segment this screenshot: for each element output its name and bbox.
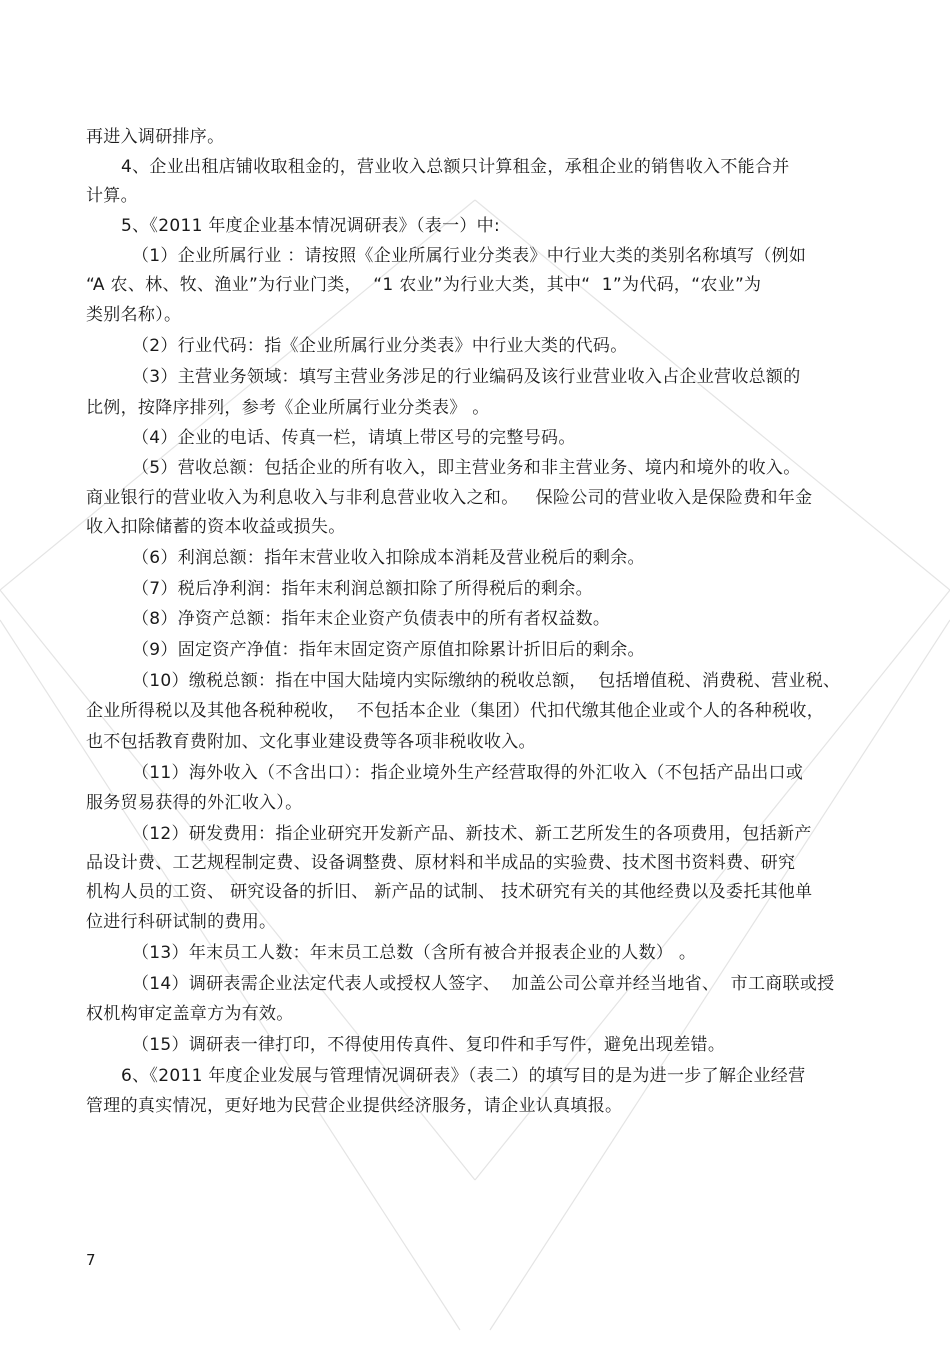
text-line: （3）主营业务领域：填写主营业务涉足的行业编码及该行业营业收入占企业营收总额的 [132,367,801,387]
text-line: 计算。 [86,186,138,206]
text-line: 机构人员的工资、 研究设备的折旧、 新产品的试制、 技术研究有关的其他经费以及委托其他单 [86,882,813,902]
text-line: （9）固定资产净值：指年末固定资产原值扣除累计折旧后的剩余。 [132,640,645,660]
text-line: 商业银行的营业收入为利息收入与非利息营业收入之和。 保险公司的营业收入是保险费和年金 [86,488,813,508]
text-line: （15）调研表一律打印，不得使用传真件、复印件和手写件，避免出现差错。 [132,1035,726,1055]
text-line: （11）海外收入（不含出口）：指企业境外生产经营取得的外汇收入（不包括产品出口或 [132,763,804,783]
page-number: 7 [86,1251,96,1269]
text-line: 服务贸易获得的外汇收入）。 [86,793,303,813]
text-line: （12）研发费用：指企业研究开发新产品、新技术、新工艺所发生的各项费用，包括新产 [132,824,812,844]
text-line: 品设计费、工艺规程制定费、设备调整费、原材料和半成品的实验费、技术图书资料费、研究 [86,853,796,873]
text-line: 收入扣除储蓄的资本收益或损失。 [86,517,346,537]
text-line: 再进入调研排序。 [86,127,225,147]
text-line: （13）年末员工人数：年末员工总数（含所有被合并报表企业的人数） 。 [132,943,697,963]
text-line: （8）净资产总额：指年末企业资产负债表中的所有者权益数。 [132,609,611,629]
text-line: （6）利润总额：指年末营业收入扣除成本消耗及营业税后的剩余。 [132,548,645,568]
text-line: （14）调研表需企业法定代表人或授权人签字、 加盖公司公章并经当地省、 市工商联或授 [132,974,835,994]
text-line: 位进行科研试制的费用。 [86,912,277,932]
text-line: 权机构审定盖章方为有效。 [86,1004,294,1024]
text-line: 4、企业出租店铺收取租金的，营业收入总额只计算租金，承租企业的销售收入不能合并 [121,157,790,177]
text-line: （1）企业所属行业 ：请按照《企业所属行业分类表》中行业大类的类别名称填写（例如 [132,246,807,266]
text-line: 企业所得税以及其他各税种税收， 不包括本企业（集团）代扣代缴其他企业或个人的各种税收， [86,701,825,721]
text-line: （5）营收总额：包括企业的所有收入，即主营业务和非主营业务、境内和境外的收入。 [132,458,801,478]
text-line: 5、《2011 年度企业基本情况调研表》（表一）中: [121,216,501,236]
text-line: 比例，按降序排列，参考《企业所属行业分类表》 。 [86,398,490,418]
text-line: 6、《2011 年度企业发展与管理情况调研表》（表二）的填写目的是为进一步了解企业经营 [121,1066,806,1086]
text-line: （2）行业代码：指《企业所属行业分类表》中行业大类的代码。 [132,336,628,356]
text-line: 也不包括教育费附加、文化事业建设费等各项非税收收入。 [86,732,536,752]
text-line: （4）企业的电话、传真一栏，请填上带区号的完整号码。 [132,428,576,448]
text-line: （7）税后净利润：指年末利润总额扣除了所得税后的剩余。 [132,579,593,599]
text-line: “A 农、林、牧、渔业”为行业门类， “1 农业”为行业大类，其中“ 1”为代码，“农业”为 [86,275,762,295]
text-line: 管理的真实情况，更好地为民营企业提供经济服务，请企业认真填报。 [86,1096,623,1116]
text-line: （10）缴税总额：指在中国大陆境内实际缴纳的税收总额， 包括增值税、消费税、营业税、 [132,671,841,691]
text-line: 类别名称）。 [86,305,182,325]
